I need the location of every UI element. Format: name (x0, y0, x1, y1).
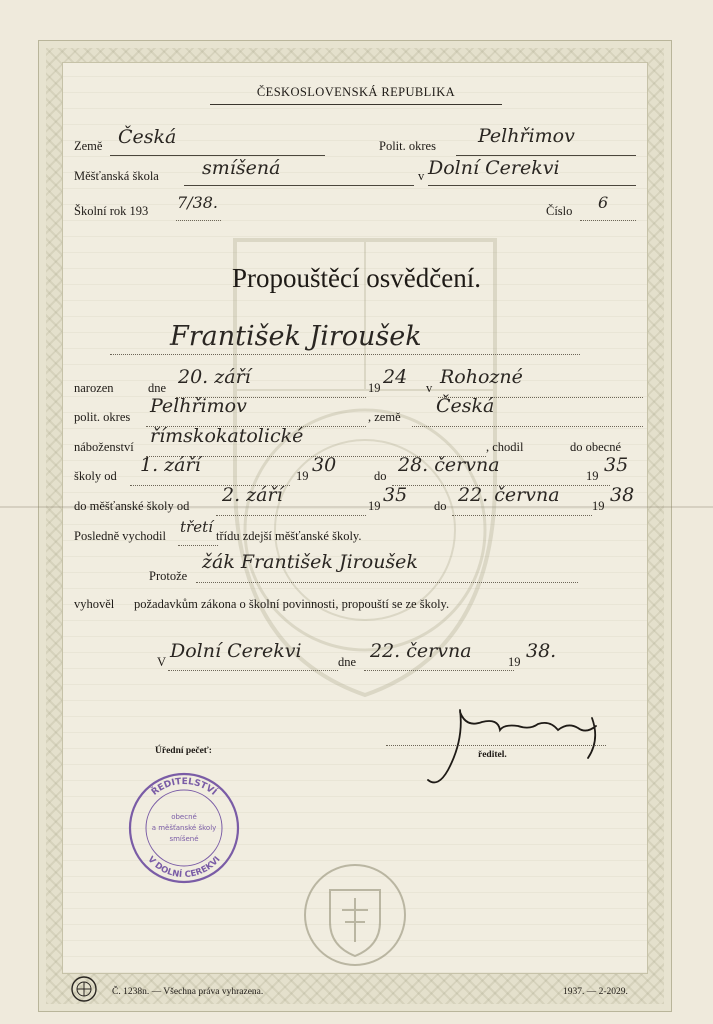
m-from-date: 2. září (222, 484, 283, 506)
stamp-line-1: obecné (171, 813, 197, 821)
okres-line (456, 155, 636, 156)
skola-value: smíšená (202, 157, 281, 179)
ob-to-year: 35 (604, 454, 629, 476)
m-to-year-prefix: 19 (592, 499, 605, 513)
dne2-label: dne (338, 655, 357, 669)
official-seal-label: Úřední pečeť: (155, 746, 212, 756)
ob-to-year-prefix: 19 (586, 469, 599, 483)
v-value: Dolní Cerekvi (428, 157, 560, 179)
ob-from-year-prefix: 19 (296, 469, 309, 483)
okres-value: Pelhřimov (478, 125, 575, 147)
cislo-label: Číslo (546, 204, 573, 218)
ob-from-date: 1. září (140, 454, 201, 476)
v-place-label: V (157, 655, 167, 669)
zeme-label: Země (74, 139, 103, 153)
stamp-top-text: ŘEDITELSTVÍ (149, 776, 219, 798)
rok-label: Školní rok 193 (74, 204, 149, 218)
v-label: v (418, 169, 425, 183)
protoze-value: žák František Jiroušek (202, 551, 418, 573)
trida-value: třetí (180, 518, 213, 536)
issue-place: Dolní Cerekvi (170, 640, 302, 662)
ob-do-label: do (374, 469, 387, 483)
zeme2-value: Česká (436, 395, 495, 417)
zeme2-line (412, 426, 643, 427)
issue-year-prefix: 19 (508, 655, 521, 669)
m-to-year: 38 (610, 484, 635, 506)
posledne-rest: třídu zdejší měšťanské školy. (216, 529, 362, 543)
birth-year-prefix: 19 (368, 381, 381, 395)
zeme-value: Česká (118, 126, 177, 148)
m-from-year-prefix: 19 (368, 499, 381, 513)
dne-label: dne (148, 381, 167, 395)
narozen-label: narozen (74, 381, 114, 395)
skola-label: Měšťanská škola (74, 169, 159, 183)
svg-text:V DOLNÍ CEREKVI (145, 855, 222, 880)
issue-date-line (364, 670, 514, 671)
stamp-bottom-text: V DOLNÍ CEREKVI (145, 854, 223, 881)
publisher-logo-icon (70, 975, 98, 1003)
student-name: František Jiroušek (170, 321, 422, 352)
okres2-value: Pelhřimov (150, 395, 247, 417)
v-birthplace-label: v (426, 381, 433, 395)
trida-line (178, 545, 218, 546)
zeme-line (110, 155, 325, 156)
ob-to-date: 28. června (398, 454, 500, 476)
birth-date: 20. září (178, 366, 251, 388)
protoze-line (196, 582, 578, 583)
cislo-value: 6 (598, 193, 609, 212)
name-line (110, 354, 580, 355)
do-obecne-label: do obecné (570, 440, 622, 454)
polit-okres-label: polit. okres (74, 410, 131, 424)
m-to-line (452, 515, 592, 516)
religion-value: římskokatolické (150, 425, 304, 447)
do-mestanske-label: do měšťanské školy od (74, 499, 190, 513)
protoze-label: Protože (149, 569, 188, 583)
okres-label: Polit. okres (379, 139, 436, 153)
birth-place: Rohozné (440, 366, 523, 388)
v-line (428, 185, 636, 186)
zeme2-label: , země (368, 410, 401, 424)
footer-left-text: Č. 1238n. — Všechna práva vyhrazena. (112, 987, 264, 997)
posledne-label: Posledně vychodil (74, 529, 167, 543)
birth-year: 24 (383, 366, 408, 388)
rok-line (176, 220, 221, 221)
skoly-od-label: školy od (74, 469, 117, 483)
place-line (168, 670, 338, 671)
issue-date: 22. června (370, 640, 472, 662)
issue-year: 38. (526, 640, 557, 662)
chodil-label: , chodil (486, 440, 524, 454)
nabozenstvi-label: náboženství (74, 440, 134, 454)
stamp-line-3: smíšené (169, 835, 199, 843)
m-from-year: 35 (383, 484, 408, 506)
cislo-line (580, 220, 636, 221)
m-from-line (216, 515, 366, 516)
header-underline (210, 104, 502, 105)
m-to-date: 22. června (458, 484, 560, 506)
country-heading: ČESKOSLOVENSKÁ REPUBLIKA (256, 85, 456, 99)
m-do-label: do (434, 499, 447, 513)
school-stamp-icon (127, 771, 241, 885)
ob-from-year: 30 (312, 454, 337, 476)
vyhovel-label: vyhověl (74, 597, 115, 611)
stamp-line-2: a měšťanské školy (151, 824, 217, 832)
vyhovel-rest: požadavkům zákona o školní povinnosti, propouští se ze školy. (134, 597, 450, 611)
rok-value: 7/38. (177, 193, 219, 212)
state-emblem-icon (300, 860, 410, 970)
footer-right-text: 1937. — 2-2029. (563, 987, 628, 997)
reditel-label: ředitel. (478, 750, 507, 760)
skola-line (184, 185, 414, 186)
document-title: Propouštěcí osvědčení. (232, 263, 481, 293)
